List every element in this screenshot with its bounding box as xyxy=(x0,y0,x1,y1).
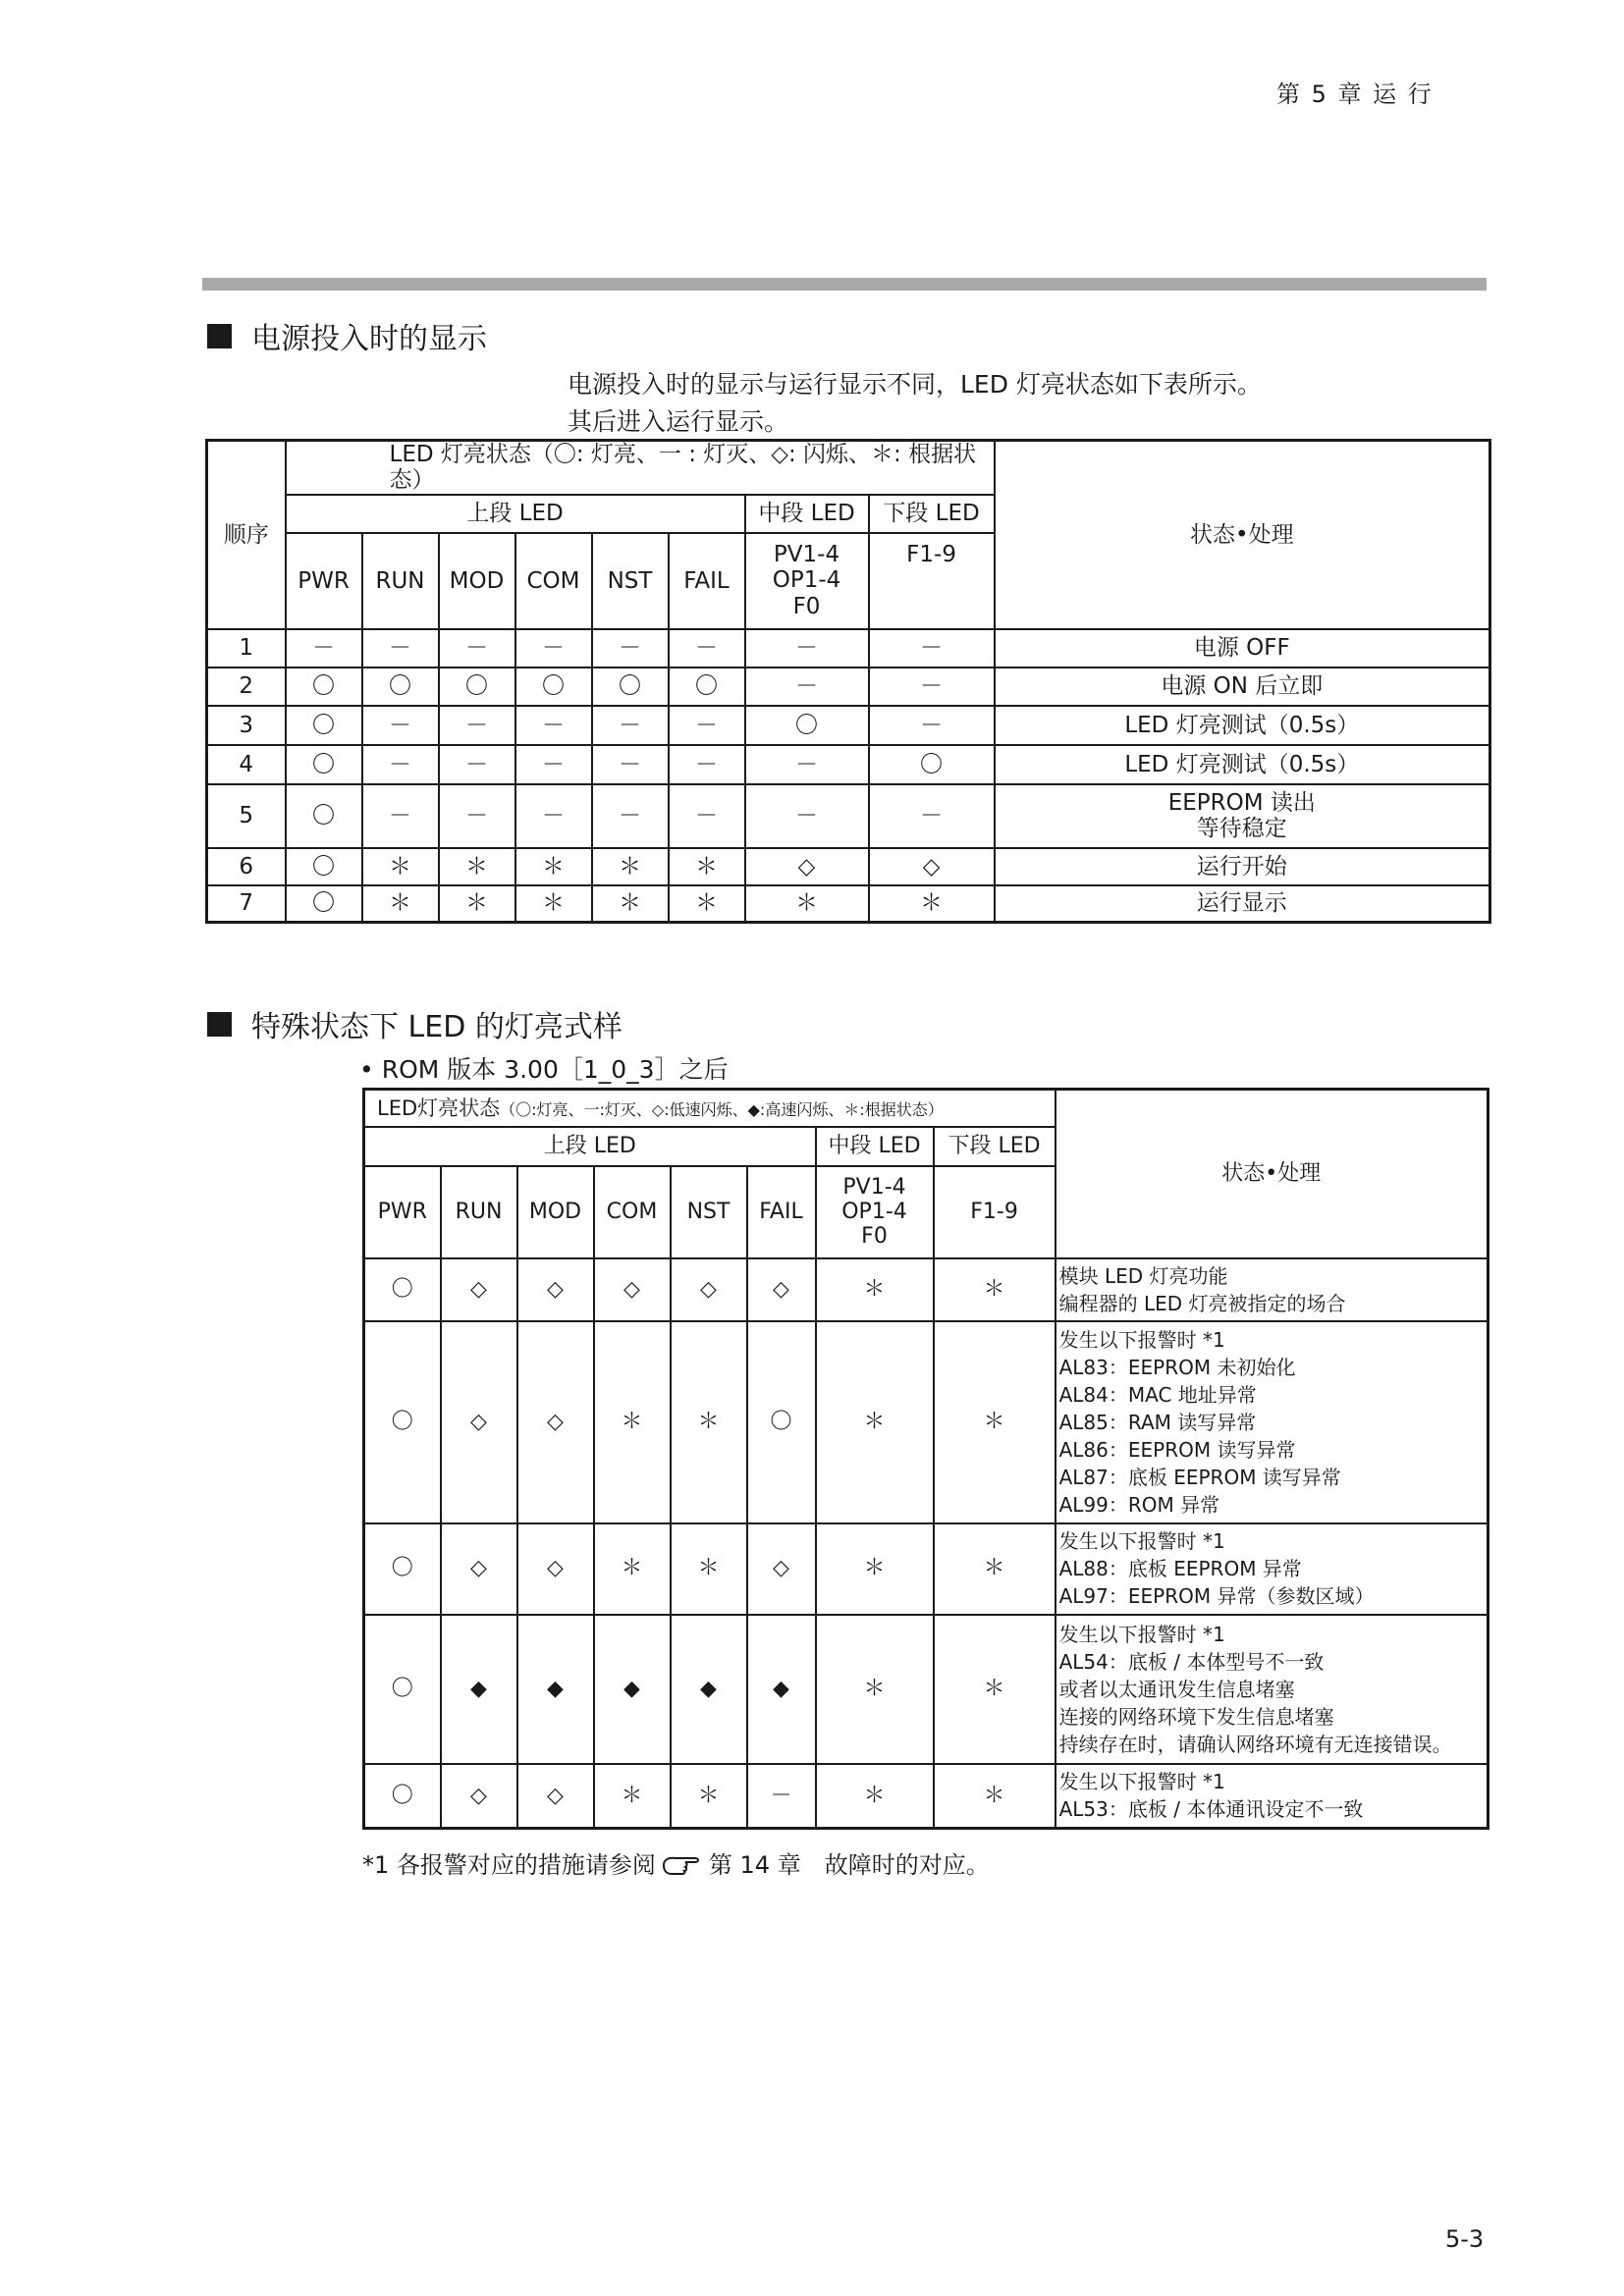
table-row xyxy=(364,1258,1489,1321)
col-run: RUN xyxy=(362,533,439,629)
footnote xyxy=(362,1845,990,1880)
blink-diamond-icon: ◇ xyxy=(441,1764,517,1829)
footnote-suffix: 第 14 章 故障时的对应。 xyxy=(708,1851,990,1879)
off-dash-icon: － xyxy=(669,745,745,784)
blink-diamond-icon: ◇ xyxy=(869,848,995,885)
off-dash-icon: － xyxy=(592,706,669,745)
blink-diamond-icon: ◇ xyxy=(745,848,869,885)
status-line: AL97：EEPROM 异常（参数区域） xyxy=(1058,1584,1375,1608)
off-dash-icon: － xyxy=(745,667,869,706)
blink-diamond-icon: ◇ xyxy=(747,1258,816,1321)
off-dash-icon: － xyxy=(439,784,515,848)
status-line: 持续存在时，请确认网络环境有无连接错误。 xyxy=(1058,1732,1452,1756)
blink-diamond-icon: ◇ xyxy=(517,1523,594,1615)
off-dash-icon: － xyxy=(515,629,592,667)
off-dash-icon: － xyxy=(745,784,869,848)
off-dash-icon: － xyxy=(515,745,592,784)
status-line: AL53：底板 / 本体通讯设定不一致 xyxy=(1058,1797,1364,1822)
header-divider xyxy=(202,278,1487,291)
off-dash-icon: － xyxy=(869,667,995,706)
status-asterisk-icon: ＊ xyxy=(669,848,745,885)
middle-led-header: 中段 LED xyxy=(745,495,869,533)
status-line: 等待稳定 xyxy=(1196,816,1287,842)
col-middle xyxy=(745,533,869,629)
status-asterisk-icon: ＊ xyxy=(671,1321,747,1523)
table-row xyxy=(207,667,1490,706)
lit-circle-icon: 〇 xyxy=(286,706,362,745)
status-line: AL85：RAM 读写异常 xyxy=(1058,1410,1257,1434)
status-asterisk-icon: ＊ xyxy=(816,1523,934,1615)
footnote-prefix: *1 各报警对应的措施请参阅 xyxy=(362,1851,656,1879)
off-dash-icon: － xyxy=(515,706,592,745)
blink-diamond-icon: ◇ xyxy=(747,1523,816,1615)
status-cell xyxy=(995,848,1490,885)
status-cell xyxy=(1056,1615,1489,1764)
order-header: 顺序 xyxy=(207,441,286,629)
status-asterisk-icon: ＊ xyxy=(869,885,995,923)
col-pv: PV1-4 xyxy=(773,541,840,567)
power-on-led-table xyxy=(205,439,1491,924)
status-asterisk-icon: ＊ xyxy=(934,1523,1056,1615)
status-line: 发生以下报警时 *1 xyxy=(1058,1622,1225,1646)
status-line: LED 灯亮测试（0.5s） xyxy=(1124,712,1360,738)
status-line: EEPROM 读出 xyxy=(1167,789,1316,816)
col-run: RUN xyxy=(441,1166,517,1258)
col-f0: F0 xyxy=(792,593,821,619)
square-bullet-icon xyxy=(207,324,232,348)
blink-diamond-icon: ◇ xyxy=(594,1258,671,1321)
table-row xyxy=(207,784,1490,848)
lit-circle-icon: 〇 xyxy=(869,745,995,784)
row-number: 1 xyxy=(207,629,286,667)
status-asterisk-icon: ＊ xyxy=(669,885,745,923)
lit-circle-icon: 〇 xyxy=(286,745,362,784)
status-line: 发生以下报警时 *1 xyxy=(1058,1770,1225,1794)
lit-circle-icon: 〇 xyxy=(515,667,592,706)
status-line: LED 灯亮测试（0.5s） xyxy=(1124,751,1360,777)
blink-diamond-icon: ◇ xyxy=(441,1258,517,1321)
col-middle xyxy=(816,1166,934,1258)
blink-diamond-icon: ◇ xyxy=(517,1321,594,1523)
status-asterisk-icon: ＊ xyxy=(594,1321,671,1523)
pointing-hand-icon xyxy=(662,1851,703,1875)
status-cell xyxy=(995,667,1490,706)
status-line: AL99：ROM 异常 xyxy=(1058,1492,1220,1517)
off-dash-icon: － xyxy=(286,629,362,667)
chapter-header: 第 5 章 运 行 xyxy=(1276,80,1434,108)
status-cell xyxy=(995,745,1490,784)
status-asterisk-icon: ＊ xyxy=(362,885,439,923)
status-asterisk-icon: ＊ xyxy=(671,1764,747,1829)
col-fail: FAIL xyxy=(747,1166,816,1258)
status-asterisk-icon: ＊ xyxy=(594,1523,671,1615)
table-row xyxy=(207,629,1490,667)
off-dash-icon: － xyxy=(592,784,669,848)
lit-circle-icon: 〇 xyxy=(286,885,362,923)
off-dash-icon: － xyxy=(669,629,745,667)
col-nst: NST xyxy=(671,1166,747,1258)
off-dash-icon: － xyxy=(869,784,995,848)
col-pwr: PWR xyxy=(364,1166,441,1258)
lit-circle-icon: 〇 xyxy=(364,1764,441,1829)
blink-diamond-icon: ◇ xyxy=(441,1321,517,1523)
lit-circle-icon: 〇 xyxy=(286,848,362,885)
lit-circle-icon: 〇 xyxy=(286,667,362,706)
rom-version-note: • ROM 版本 3.00［1_0_3］之后 xyxy=(359,1055,729,1084)
col-op: OP1-4 xyxy=(772,567,841,594)
status-asterisk-icon: ＊ xyxy=(671,1523,747,1615)
row-number: 2 xyxy=(207,667,286,706)
off-dash-icon: － xyxy=(869,629,995,667)
lit-circle-icon: 〇 xyxy=(286,784,362,848)
upper-led-header: 上段 LED xyxy=(286,495,745,533)
off-dash-icon: － xyxy=(592,629,669,667)
section-title: 特殊状态下 LED 的灯亮式样 xyxy=(251,1010,623,1044)
lit-circle-icon: 〇 xyxy=(364,1615,441,1764)
lit-circle-icon: 〇 xyxy=(439,667,515,706)
off-dash-icon: － xyxy=(362,784,439,848)
lit-circle-icon: 〇 xyxy=(362,667,439,706)
status-line: 运行开始 xyxy=(1196,853,1287,880)
led-legend xyxy=(364,1090,1056,1127)
col-nst: NST xyxy=(592,533,669,629)
table-row xyxy=(364,1321,1489,1523)
middle-led-header: 中段 LED xyxy=(816,1127,934,1166)
off-dash-icon: － xyxy=(439,629,515,667)
col-mod: MOD xyxy=(439,533,515,629)
fast-blink-diamond-icon: ◆ xyxy=(671,1615,747,1764)
col-f0: F0 xyxy=(861,1224,888,1250)
intro-line-1: 电源投入时的显示与运行显示不同，LED 灯亮状态如下表所示。 xyxy=(568,370,1262,399)
status-line: 发生以下报警时 *1 xyxy=(1058,1327,1225,1352)
status-line: 发生以下报警时 *1 xyxy=(1058,1529,1225,1553)
row-number: 4 xyxy=(207,745,286,784)
table-row xyxy=(207,885,1490,923)
table-row xyxy=(364,1523,1489,1615)
off-dash-icon: － xyxy=(362,745,439,784)
row-number: 6 xyxy=(207,848,286,885)
status-line: 运行显示 xyxy=(1196,890,1287,917)
status-asterisk-icon: ＊ xyxy=(439,848,515,885)
status-line: AL83：EEPROM 未初始化 xyxy=(1058,1355,1296,1379)
status-asterisk-icon: ＊ xyxy=(816,1258,934,1321)
off-dash-icon: － xyxy=(362,706,439,745)
lit-circle-icon: 〇 xyxy=(592,667,669,706)
status-line: 或者以太通讯发生信息堵塞 xyxy=(1058,1677,1295,1701)
status-cell xyxy=(1056,1523,1489,1615)
status-line: AL84：MAC 地址异常 xyxy=(1058,1382,1257,1407)
status-asterisk-icon: ＊ xyxy=(515,885,592,923)
off-dash-icon: － xyxy=(669,784,745,848)
status-cell xyxy=(995,706,1490,745)
special-state-led-table xyxy=(362,1088,1489,1830)
status-cell xyxy=(1056,1258,1489,1321)
status-header: 状态•处理 xyxy=(995,441,1490,629)
col-mod: MOD xyxy=(517,1166,594,1258)
status-asterisk-icon: ＊ xyxy=(515,848,592,885)
status-line: AL54：底板 / 本体型号不一致 xyxy=(1058,1649,1325,1674)
off-dash-icon: － xyxy=(745,629,869,667)
status-cell xyxy=(1056,1321,1489,1523)
col-com: COM xyxy=(515,533,592,629)
legend-main: LED灯亮状态 xyxy=(377,1095,501,1120)
table-row xyxy=(207,745,1490,784)
status-line: 电源 OFF xyxy=(1193,635,1290,662)
status-asterisk-icon: ＊ xyxy=(934,1764,1056,1829)
col-f1-9: F1-9 xyxy=(934,1166,1056,1258)
col-pwr: PWR xyxy=(286,533,362,629)
status-header: 状态•处理 xyxy=(1056,1090,1489,1258)
off-dash-icon: － xyxy=(362,629,439,667)
fast-blink-diamond-icon: ◆ xyxy=(517,1615,594,1764)
table-row xyxy=(364,1764,1489,1829)
off-dash-icon: － xyxy=(439,706,515,745)
status-cell xyxy=(1056,1764,1489,1829)
off-dash-icon: － xyxy=(745,745,869,784)
blink-diamond-icon: ◇ xyxy=(517,1764,594,1829)
status-asterisk-icon: ＊ xyxy=(816,1615,934,1764)
status-asterisk-icon: ＊ xyxy=(816,1321,934,1523)
intro-line-2: 其后进入运行显示。 xyxy=(568,407,789,436)
status-line: 电源 ON 后立即 xyxy=(1161,673,1324,700)
status-line: AL87：底板 EEPROM 读写异常 xyxy=(1058,1465,1341,1489)
blink-diamond-icon: ◇ xyxy=(441,1523,517,1615)
led-legend: LED 灯亮状态（〇: 灯亮、一 : 灯灭、◇: 闪烁、＊: 根据状态） xyxy=(286,441,995,495)
status-line: 连接的网络环境下发生信息堵塞 xyxy=(1058,1704,1334,1729)
fast-blink-diamond-icon: ◆ xyxy=(441,1615,517,1764)
status-asterisk-icon: ＊ xyxy=(592,848,669,885)
status-cell xyxy=(995,629,1490,667)
fast-blink-diamond-icon: ◆ xyxy=(594,1615,671,1764)
status-asterisk-icon: ＊ xyxy=(934,1615,1056,1764)
lit-circle-icon: 〇 xyxy=(364,1258,441,1321)
section-special-heading xyxy=(207,1002,623,1045)
blink-diamond-icon: ◇ xyxy=(671,1258,747,1321)
col-f1-9: F1-9 xyxy=(869,533,995,629)
lit-circle-icon: 〇 xyxy=(745,706,869,745)
off-dash-icon: － xyxy=(592,745,669,784)
fast-blink-diamond-icon: ◆ xyxy=(747,1615,816,1764)
lit-circle-icon: 〇 xyxy=(364,1523,441,1615)
section-power-on-heading xyxy=(207,314,487,357)
off-dash-icon: － xyxy=(869,706,995,745)
table-row xyxy=(207,706,1490,745)
lit-circle-icon: 〇 xyxy=(669,667,745,706)
square-bullet-icon xyxy=(207,1012,232,1037)
lower-led-header: 下段 LED xyxy=(869,495,995,533)
lit-circle-icon: 〇 xyxy=(364,1321,441,1523)
status-asterisk-icon: ＊ xyxy=(594,1764,671,1829)
upper-led-header: 上段 LED xyxy=(364,1127,816,1166)
off-dash-icon: － xyxy=(439,745,515,784)
lit-circle-icon: 〇 xyxy=(747,1321,816,1523)
col-fail: FAIL xyxy=(669,533,745,629)
lower-led-header: 下段 LED xyxy=(934,1127,1056,1166)
legend-detail: （〇:灯亮、一:灯灭、◇:低速闪烁、◆:高速闪烁、＊:根据状态） xyxy=(500,1099,944,1119)
status-line: 编程器的 LED 灯亮被指定的场合 xyxy=(1058,1291,1346,1315)
row-number: 7 xyxy=(207,885,286,923)
blink-diamond-icon: ◇ xyxy=(517,1258,594,1321)
status-asterisk-icon: ＊ xyxy=(816,1764,934,1829)
row-number: 3 xyxy=(207,706,286,745)
status-asterisk-icon: ＊ xyxy=(362,848,439,885)
off-dash-icon: － xyxy=(515,784,592,848)
status-cell xyxy=(995,784,1490,848)
status-asterisk-icon: ＊ xyxy=(934,1321,1056,1523)
status-line: AL86：EEPROM 读写异常 xyxy=(1058,1437,1296,1462)
row-number: 5 xyxy=(207,784,286,848)
status-asterisk-icon: ＊ xyxy=(934,1258,1056,1321)
off-dash-icon: － xyxy=(747,1764,816,1829)
table-row xyxy=(364,1615,1489,1764)
page-number: 5-3 xyxy=(1445,2225,1485,2253)
status-asterisk-icon: ＊ xyxy=(745,885,869,923)
col-com: COM xyxy=(594,1166,671,1258)
status-cell xyxy=(995,885,1490,923)
status-asterisk-icon: ＊ xyxy=(439,885,515,923)
status-line: 模块 LED 灯亮功能 xyxy=(1058,1263,1228,1288)
table-row xyxy=(207,848,1490,885)
col-op: OP1-4 xyxy=(841,1199,907,1224)
status-asterisk-icon: ＊ xyxy=(592,885,669,923)
section-title: 电源投入时的显示 xyxy=(251,322,487,356)
col-pv: PV1-4 xyxy=(842,1174,906,1200)
off-dash-icon: － xyxy=(669,706,745,745)
status-line: AL88：底板 EEPROM 异常 xyxy=(1058,1557,1302,1580)
